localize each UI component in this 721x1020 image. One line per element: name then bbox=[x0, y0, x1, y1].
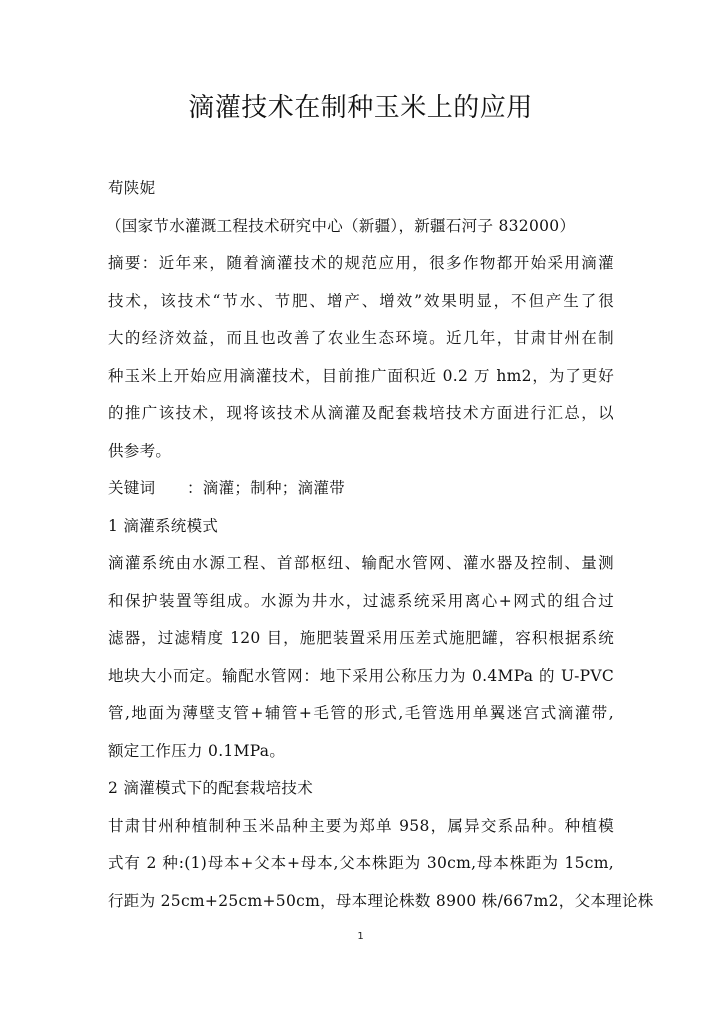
author-name: 苟陕妮 bbox=[108, 179, 156, 197]
abstract-line: 种玉米上开始应用滴灌技术，目前推广面积近 0.2 万 hm2，为了更好 bbox=[108, 366, 614, 385]
section-1 bbox=[108, 508, 614, 771]
section-heading: 2 滴灌模式下的配套栽培技术 bbox=[108, 779, 313, 797]
paragraph-line: 管,地面为薄壁支管+辅管+毛管的形式,毛管选用单翼迷宫式滴灌带, bbox=[108, 704, 614, 722]
paragraph-line: 式有 2 种:(1)母本+父本+母本,父本株距为 30cm,母本株距为 15cm, bbox=[108, 854, 614, 872]
keywords: 关键词 ：滴灌；制种；滴灌带 bbox=[108, 479, 346, 497]
abstract-line: 供参考。 bbox=[108, 441, 172, 460]
document-body bbox=[106, 170, 654, 920]
abstract-line: 技术，该技术“节水、节肥、增产、增效”效果明显，不但产生了很 bbox=[108, 291, 614, 310]
paragraph-line: 地块大小而定。输配水管网：地下采用公称压力为 0.4MPa 的 U-PVC bbox=[108, 666, 614, 685]
paragraph-line: 和保护装置等组成。水源为井水，过滤系统采用离心+网式的组合过 bbox=[108, 591, 614, 610]
document-title: 滴灌技术在制种玉米上的应用 bbox=[188, 93, 533, 123]
section-2 bbox=[108, 770, 654, 920]
paragraph-line: 额定工作压力 0.1MPa。 bbox=[108, 741, 286, 760]
abstract-line: 的推广该技术，现将该技术从滴灌及配套栽培技术方面进行汇总，以 bbox=[108, 404, 614, 422]
section-heading: 1 滴灌系统模式 bbox=[108, 516, 219, 535]
paragraph-line: 行距为 25cm+25cm+50cm，母本理论株数 8900 株/667m2，父本理论株 bbox=[108, 891, 654, 910]
paragraph-line: 滤器，过滤精度 120 目，施肥装置采用压差式施肥罐，容积根据系统 bbox=[108, 629, 614, 647]
abstract-line: 大的经济效益，而且也改善了农业生态环境。近几年，甘肃甘州在制 bbox=[108, 329, 614, 347]
abstract-line: 摘要：近年来，随着滴灌技术的规范应用，很多作物都开始采用滴灌 bbox=[108, 254, 614, 272]
paragraph-line: 甘肃甘州种植制种玉米品种主要为郑单 958，属异交系品种。种植模 bbox=[108, 816, 614, 835]
abstract bbox=[108, 245, 614, 470]
page-number: 1 bbox=[357, 931, 364, 942]
paragraph-line: 滴灌系统由水源工程、首部枢纽、输配水管网、灌水器及控制、量测 bbox=[108, 554, 614, 572]
author-affiliation: （国家节水灌溉工程技术研究中心（新疆），新疆石河子 832000） bbox=[106, 216, 576, 235]
